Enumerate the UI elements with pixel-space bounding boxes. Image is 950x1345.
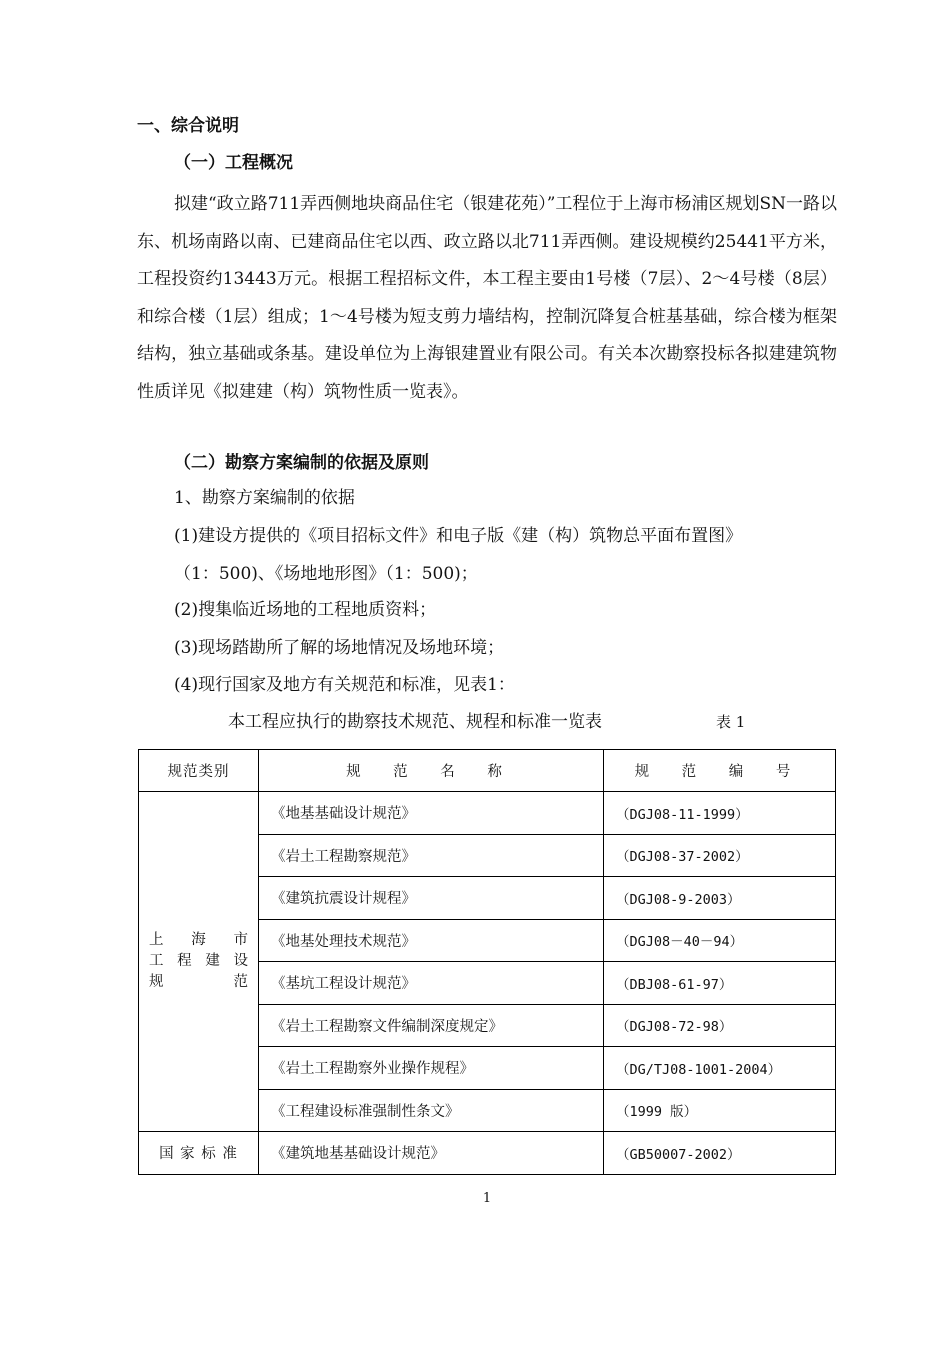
category-line: 上 海 市 <box>149 932 248 948</box>
table-header-row <box>139 750 836 792</box>
standard-code: （DBJ08-61-97） <box>604 962 836 1005</box>
overview-paragraph: 拟建“政立路711弄西侧地块商品住宅（银建花苑）”工程位于上海市杨浦区规划SN一路以东、机场南路以南、已建商品住宅以西、政立路以北711弄西侧。建设规模约25441平方米，工程投资约13443万元。根据工程招标文件，本工程主要由1号楼（7层）、2～4号楼（8层）和综合楼（1层）组成；1～4号楼为短支剪力墙结构，控制沉降复合桩基基础，综合楼为框架结构，独立基础或条基。建设单位为上海银建置业有限公司。有关本次勘察投标各拟建建筑物性质详见《拟建建（构）筑物性质一览表》。 <box>137 194 837 402</box>
standard-code: （DG/TJ08-1001-2004） <box>604 1047 836 1090</box>
basis-item-4: (4)现行国家及地方有关规范和标准，见表1： <box>174 675 515 695</box>
standard-code: （DGJ08－40－94） <box>604 919 836 962</box>
table-number: 表 1 <box>716 713 746 731</box>
table-row <box>139 1132 836 1175</box>
header-name: 规 范 名 称 <box>259 750 604 792</box>
table-row <box>139 792 836 835</box>
table-caption: 本工程应执行的勘察技术规范、规程和标准一览表 <box>228 712 602 732</box>
basis-item-3: (3)现场踏勘所了解的场地情况及场地环境； <box>174 638 505 658</box>
standard-code: （DGJ08-11-1999） <box>604 792 836 835</box>
category-line: 工程建设 <box>149 953 248 969</box>
header-category: 规范类别 <box>139 750 259 792</box>
standard-name: 《岩土工程勘察外业操作规程》 <box>259 1047 604 1090</box>
subsection-heading-overview: （一）工程概况 <box>174 153 293 173</box>
standard-code: （DGJ08-9-2003） <box>604 877 836 920</box>
basis-item-1-cont: （1：500)、《场地地形图》（1：500)； <box>174 564 478 584</box>
category-national: 国 家 标 准 <box>139 1132 259 1175</box>
page-number: 1 <box>482 1191 492 1206</box>
standards-table <box>138 749 836 1175</box>
category-line: 规 范 <box>149 974 248 990</box>
standard-name: 《建筑抗震设计规程》 <box>259 877 604 920</box>
standard-name: 《建筑地基基础设计规范》 <box>259 1132 604 1175</box>
standard-code: （DGJ08-72-98） <box>604 1004 836 1047</box>
standard-code: （1999 版） <box>604 1089 836 1132</box>
standard-name: 《岩土工程勘察文件编制深度规定》 <box>259 1004 604 1047</box>
standard-name: 《工程建设标准强制性条文》 <box>259 1089 604 1132</box>
header-code: 规 范 编 号 <box>604 750 836 792</box>
standard-name: 《岩土工程勘察规范》 <box>259 834 604 877</box>
standard-code: （DGJ08-37-2002） <box>604 834 836 877</box>
standard-name: 《地基处理技术规范》 <box>259 919 604 962</box>
section-heading: 一、综合说明 <box>137 116 239 136</box>
standard-name: 《基坑工程设计规范》 <box>259 962 604 1005</box>
subsection-heading-basis: （二）勘察方案编制的依据及原则 <box>174 453 429 473</box>
basis-item-1: (1)建设方提供的《项目招标文件》和电子版《建（构）筑物总平面布置图》 <box>174 526 743 546</box>
basis-title: 1、勘察方案编制的依据 <box>174 488 355 508</box>
category-shanghai <box>139 792 259 1132</box>
standard-code: （GB50007-2002） <box>604 1132 836 1175</box>
basis-item-2: (2)搜集临近场地的工程地质资料； <box>174 600 437 620</box>
standard-name: 《地基基础设计规范》 <box>259 792 604 835</box>
